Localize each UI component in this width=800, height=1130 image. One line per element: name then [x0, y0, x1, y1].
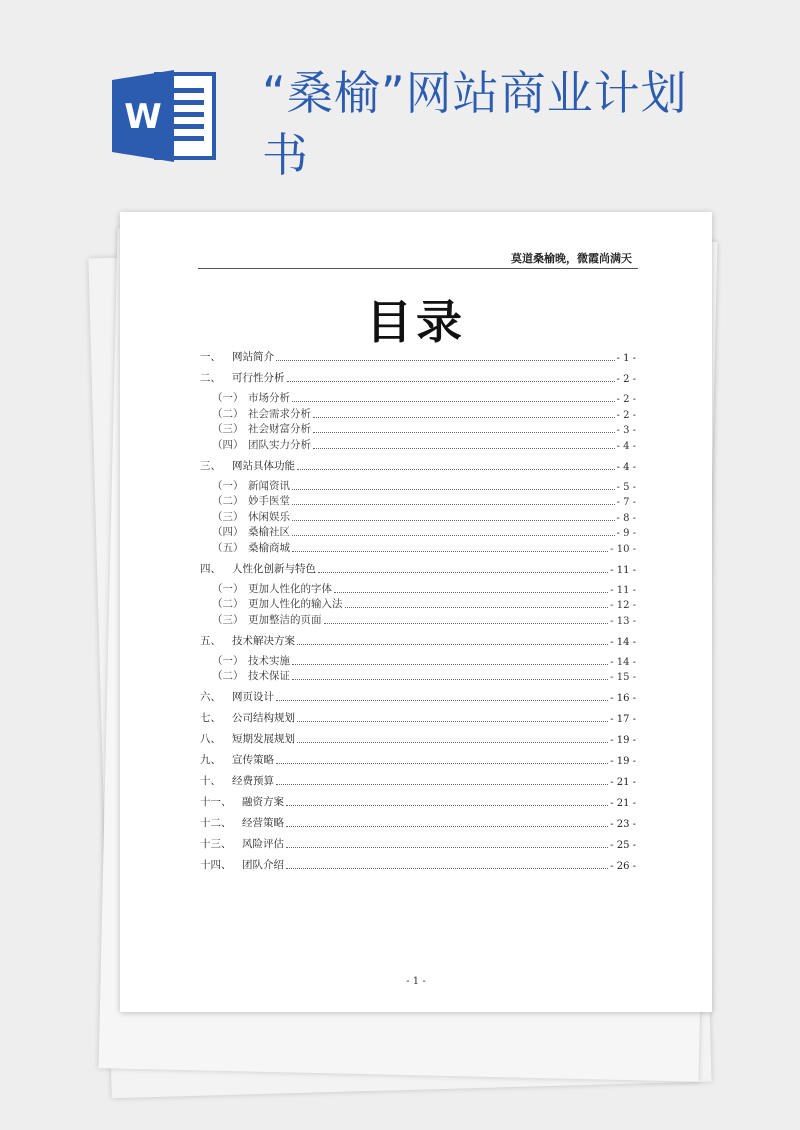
toc-entry[interactable] [200, 477, 636, 493]
toc-entry[interactable] [200, 539, 636, 555]
toc-leader-dots [324, 622, 609, 624]
toc-entry-number: （一） [212, 582, 244, 595]
toc-leader-dots [286, 846, 608, 848]
toc-entry-page: - 16 - [610, 693, 636, 704]
toc-leader-dots [276, 783, 608, 785]
toc-entry[interactable] [200, 667, 636, 683]
toc-entry-label: 经营策略 [242, 817, 284, 829]
toc-entry-number: （三） [212, 423, 244, 435]
toc-entry-number: （二） [212, 495, 244, 507]
toc-entry-label: 更加人性化的输入法 [248, 598, 343, 610]
toc-leader-dots [286, 867, 608, 869]
toc-leader-dots [313, 416, 615, 418]
toc-entry-page: - 3 - [616, 425, 636, 436]
toc-entry-page: - 5 - [616, 481, 636, 493]
toc-leader-dots [292, 550, 608, 552]
toc-entry-label: 技术实施 [248, 654, 290, 667]
toc-leader-dots [297, 741, 608, 743]
toc-entry-number: 八、 [200, 733, 221, 745]
toc-leader-dots [276, 699, 608, 701]
toc-leader-dots [292, 663, 608, 665]
toc-leader-dots [334, 591, 608, 593]
toc-entry-number: （四） [212, 438, 244, 451]
toc-entry-label: 经费预算 [232, 775, 274, 787]
toc-entry[interactable] [200, 369, 636, 385]
toc-entry-label: 休闲娱乐 [248, 510, 290, 523]
toc-entry[interactable] [200, 436, 636, 452]
toc-leader-dots [297, 468, 615, 470]
toc-entry[interactable] [200, 772, 636, 788]
toc-entry[interactable] [200, 688, 636, 704]
toc-entry-page: - 7 - [616, 497, 636, 508]
toc-entry-number: （二） [212, 670, 244, 682]
toc-entry-page: - 12 - [610, 600, 636, 611]
toc-entry-label: 市场分析 [248, 392, 290, 404]
toc-entry-page: - 1 - [616, 353, 636, 364]
toc-entry[interactable] [200, 611, 636, 627]
toc-entry-label: 风险评估 [242, 838, 284, 850]
toc-entry[interactable] [200, 580, 636, 596]
toc-entry-label: 技术保证 [248, 670, 290, 682]
toc-entry-label: 网站简介 [232, 351, 274, 363]
toc-entry-page: - 10 - [610, 543, 636, 555]
toc-entry-page: - 4 - [616, 461, 636, 473]
toc-entry[interactable] [200, 751, 636, 767]
toc-entry-label: 团队实力分析 [248, 438, 311, 451]
toc-entry-number: （五） [212, 541, 244, 554]
page-header-motto: 莫道桑榆晚，微霞尚满天 [511, 252, 632, 265]
toc-entry[interactable] [200, 793, 636, 809]
toc-entry-page: - 23 - [610, 819, 636, 830]
toc-entry-number: 四、 [200, 562, 221, 575]
toc-entry[interactable] [200, 389, 636, 405]
toc-entry-page: - 14 - [610, 656, 636, 668]
word-logo-letter: W [124, 97, 162, 137]
toc-entry-page: - 9 - [616, 528, 636, 539]
toc-leader-dots [292, 400, 615, 402]
header-rule [198, 268, 638, 269]
toc-entry-label: 桑榆社区 [248, 526, 290, 538]
toc-leader-dots [292, 678, 608, 680]
toc-entry[interactable] [200, 632, 636, 648]
toc-entry[interactable] [200, 492, 636, 508]
toc-leader-dots [292, 488, 615, 490]
toc-entry-page: - 8 - [616, 512, 636, 524]
toc-entry-label: 可行性分析 [232, 372, 285, 384]
toc-entry-number: 三、 [200, 459, 221, 472]
toc-entry[interactable] [200, 856, 636, 872]
toc-entry[interactable] [200, 508, 636, 524]
toc-entry[interactable] [200, 652, 636, 668]
toc-entry-page: - 19 - [610, 735, 636, 746]
toc-leader-dots [345, 606, 609, 608]
toc-entry-page: - 2 - [616, 374, 636, 385]
toc-entry-number: （一） [212, 654, 244, 667]
toc-leader-dots [297, 643, 608, 645]
toc-entry[interactable] [200, 457, 636, 473]
toc-leader-dots [292, 534, 615, 536]
toc-entry-number: （四） [212, 526, 244, 538]
toc-entry-page: - 14 - [610, 636, 636, 648]
toc-heading: 目录 [366, 295, 466, 349]
toc-entry-label: 人性化创新与特色 [232, 562, 316, 575]
document-page [120, 212, 712, 1012]
toc-entry[interactable] [200, 814, 636, 830]
toc-leader-dots [313, 431, 615, 433]
toc-entry-page: - 2 - [616, 409, 636, 421]
toc-leader-dots [292, 503, 615, 505]
toc-entry-label: 新闻资讯 [248, 479, 290, 492]
toc-leader-dots [318, 571, 608, 573]
toc-entry-page: - 15 - [610, 672, 636, 683]
toc-entry-label: 妙手医堂 [248, 495, 290, 507]
toc-leader-dots [276, 762, 608, 764]
toc-entry-number: 六、 [200, 691, 221, 703]
toc-entry-page: - 19 - [610, 756, 636, 767]
toc-entry[interactable] [200, 348, 636, 364]
toc-entry-page: - 21 - [610, 798, 636, 809]
toc-entry-page: - 25 - [610, 840, 636, 851]
toc-entry-number: （二） [212, 407, 244, 420]
toc-entry-page: - 26 - [610, 861, 636, 872]
toc-entry-page: - 11 - [610, 564, 636, 576]
toc-entry-label: 宣传策略 [232, 754, 274, 766]
toc-entry-page: - 17 - [610, 714, 636, 725]
toc-entry-page: - 2 - [616, 394, 636, 405]
toc-entry-label: 桑榆商城 [248, 541, 290, 554]
toc-entry-page: - 4 - [616, 440, 636, 452]
toc-entry-number: 七、 [200, 712, 221, 724]
toc-leader-dots [286, 804, 608, 806]
word-logo-icon [112, 70, 218, 162]
toc-entry-number: 九、 [200, 754, 221, 766]
toc-entry-number: 二、 [200, 372, 221, 384]
toc-entry-number: 十二、 [200, 817, 232, 829]
toc-entry[interactable] [200, 560, 636, 576]
toc-entry[interactable] [200, 420, 636, 436]
toc-entry-page: - 11 - [610, 584, 636, 596]
toc-entry-number: 十四、 [200, 859, 232, 871]
toc-entry-number: 五、 [200, 634, 221, 647]
toc-entry-number: （三） [212, 613, 244, 626]
toc-entry-label: 技术解决方案 [232, 634, 295, 647]
toc-leader-dots [286, 825, 608, 827]
toc-leader-dots [287, 380, 615, 382]
toc-entry-number: 十一、 [200, 796, 232, 808]
toc-entry-label: 融资方案 [242, 796, 284, 808]
toc-leader-dots [313, 447, 615, 449]
toc-entry-label: 更加人性化的字体 [248, 582, 332, 595]
toc-entry-number: （三） [212, 510, 244, 523]
toc-entry[interactable] [200, 709, 636, 725]
toc-entry-label: 网页设计 [232, 691, 274, 703]
toc-leader-dots [292, 519, 615, 521]
toc-entry[interactable] [200, 523, 636, 539]
toc-entry[interactable] [200, 835, 636, 851]
toc-entry-number: （一） [212, 479, 244, 492]
toc-entry-label: 团队介绍 [242, 859, 284, 871]
toc-entry[interactable] [200, 730, 636, 746]
toc-entry-number: （一） [212, 392, 244, 404]
toc-entry-number: 一、 [200, 351, 221, 363]
toc-entry-label: 社会需求分析 [248, 407, 311, 420]
toc-entry-number: 十、 [200, 775, 221, 787]
toc-entry-page: - 21 - [610, 777, 636, 788]
page-number: - 1 - [406, 976, 426, 987]
toc-entry-number: 十三、 [200, 838, 232, 850]
toc-entry[interactable] [200, 595, 636, 611]
toc-entry-page: - 13 - [610, 615, 636, 627]
toc-entry-number: （二） [212, 598, 244, 610]
document-title: “桑榆”网站商业计划书 [262, 66, 688, 182]
toc-entry-label: 更加整洁的页面 [248, 613, 322, 626]
toc-leader-dots [276, 359, 615, 361]
toc-entry-label: 短期发展规划 [232, 733, 295, 745]
toc-entry-label: 公司结构规划 [232, 712, 295, 724]
toc-entry-label: 社会财富分析 [248, 423, 311, 435]
toc-entry-label: 网站具体功能 [232, 459, 295, 472]
toc-leader-dots [297, 720, 608, 722]
toc-entry[interactable] [200, 405, 636, 421]
